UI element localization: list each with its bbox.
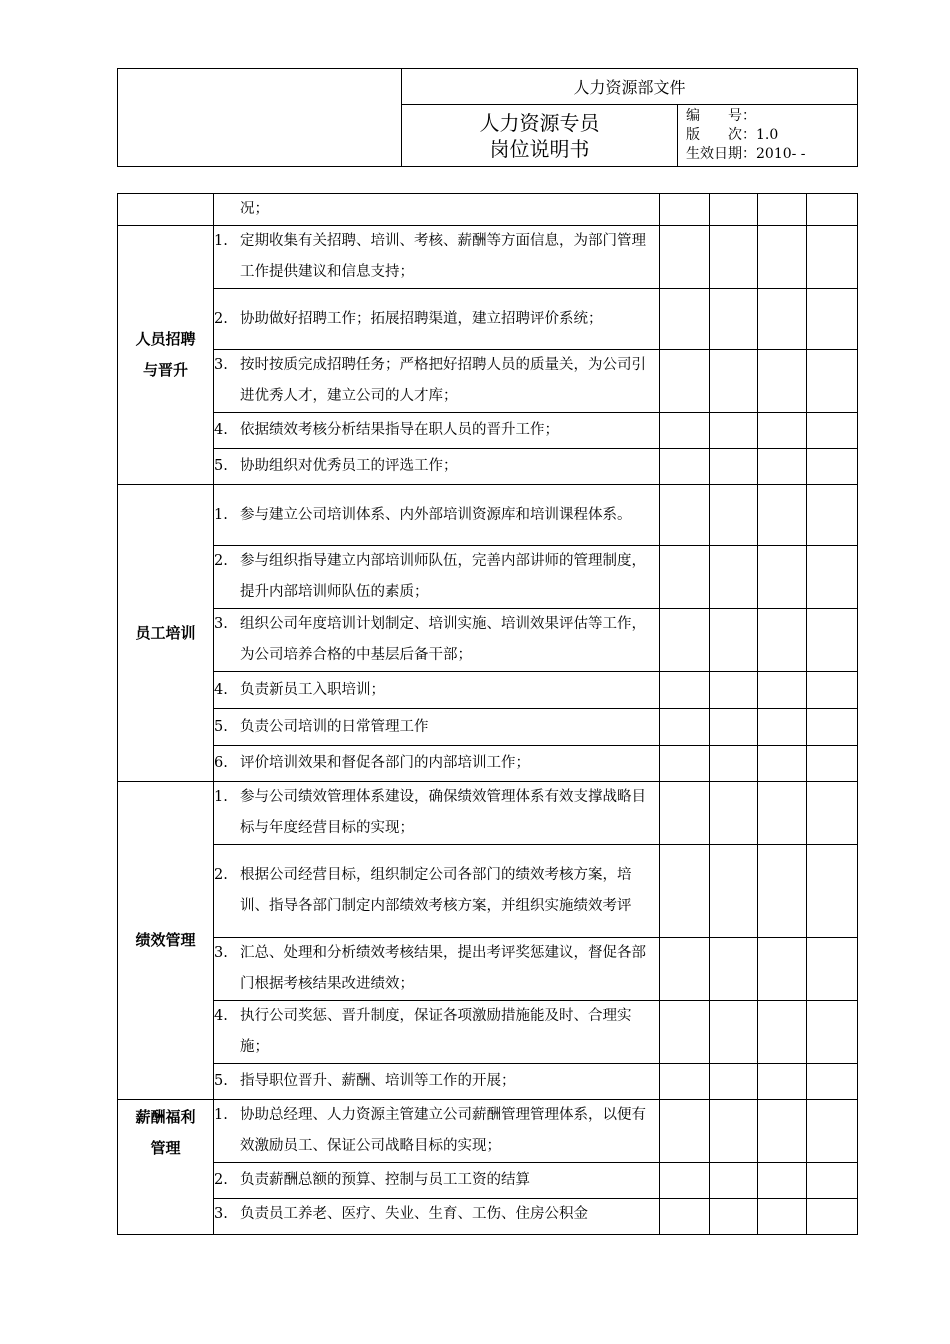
duty-item: 4. 执行公司奖惩、晋升制度，保证各项激励措施能及时、合理实施； — [214, 1001, 660, 1064]
duty-item: 1. 定期收集有关招聘、培训、考核、薪酬等方面信息，为部门管理工作提供建议和信息支持； — [214, 226, 660, 289]
table-row — [118, 1001, 858, 1064]
table-row — [118, 350, 858, 413]
table-row — [118, 1163, 858, 1199]
category-training: 员工培训 — [118, 485, 214, 782]
duty-item: 6. 评价培训效果和督促各部门的内部培训工作； — [214, 746, 660, 782]
document-meta — [678, 105, 858, 167]
document-title — [402, 105, 678, 167]
document-header — [117, 68, 858, 167]
duty-item: 3. 汇总、处理和分析绩效考核结果，提出考评奖惩建议，督促各部门根据考核结果改进绩效； — [214, 938, 660, 1001]
table-row — [118, 845, 858, 938]
duty-item: 5. 负责公司培训的日常管理工作 — [214, 709, 660, 746]
table-row — [118, 1100, 858, 1163]
table-row — [118, 746, 858, 782]
carryover-text: 况； — [240, 201, 269, 217]
title-line-1: 人力资源专员 — [479, 110, 600, 135]
duty-item: 2. 参与组织指导建立内部培训师队伍，完善内部讲师的管理制度，提升内部培训师队伍的素质； — [214, 546, 660, 609]
duty-item: 3. 按时按质完成招聘任务；严格把好招聘人员的质量关，为公司引进优秀人才，建立公司的人才库； — [214, 350, 660, 413]
duty-item: 3. 负责员工养老、医疗、失业、生育、工伤、住房公积金 — [214, 1199, 660, 1235]
meta-number: 编 号： — [686, 108, 756, 124]
duties-table — [117, 193, 858, 1235]
table-row — [118, 782, 858, 845]
table-row — [118, 226, 858, 289]
table-row — [118, 938, 858, 1001]
logo-area — [118, 69, 402, 167]
duty-item: 2. 根据公司经营目标，组织制定公司各部门的绩效考核方案，培训、指导各部门制定内部绩效考核方案，并组织实施绩效考评 — [214, 845, 660, 938]
table-row — [118, 1064, 858, 1100]
department-document-label: 人力资源部文件 — [402, 69, 858, 105]
duty-item: 4. 依据绩效考核分析结果指导在职人员的晋升工作； — [214, 413, 660, 449]
duty-item: 1. 协助总经理、人力资源主管建立公司薪酬管理管理体系，以便有效激励员工、保证公司战略目标的实现； — [214, 1100, 660, 1163]
table-row — [118, 609, 858, 672]
table-row — [118, 672, 858, 709]
table-row — [118, 449, 858, 485]
table-row — [118, 413, 858, 449]
title-line-2: 岗位说明书 — [489, 136, 590, 161]
duty-item: 2. 负责薪酬总额的预算、控制与员工工资的结算 — [214, 1163, 660, 1199]
table-row — [118, 1199, 858, 1235]
table-row — [118, 485, 858, 546]
category-performance: 绩效管理 — [118, 782, 214, 1100]
duty-item: 2. 协助做好招聘工作；拓展招聘渠道，建立招聘评价系统； — [214, 289, 660, 350]
meta-effective-date: 生效日期：2010- - — [686, 146, 806, 162]
duty-item: 1. 参与公司绩效管理体系建设，确保绩效管理体系有效支撑战略目标与年度经营目标的实现； — [214, 782, 660, 845]
table-row — [118, 194, 858, 226]
category-compensation: 薪酬福利 管理 — [118, 1100, 214, 1235]
duty-item: 5. 指导职位晋升、薪酬、培训等工作的开展； — [214, 1064, 660, 1100]
meta-version: 版 次：1.0 — [686, 127, 779, 143]
duty-item: 1. 参与建立公司培训体系、内外部培训资源库和培训课程体系。 — [214, 485, 660, 546]
duty-item: 4. 负责新员工入职培训； — [214, 672, 660, 709]
duty-item: 5. 协助组织对优秀员工的评选工作； — [214, 449, 660, 485]
table-row — [118, 709, 858, 746]
category-recruitment: 人员招聘 与晋升 — [118, 226, 214, 485]
table-row — [118, 289, 858, 350]
table-row — [118, 546, 858, 609]
duty-item: 3. 组织公司年度培训计划制定、培训实施、培训效果评估等工作，为公司培养合格的中基层后备干部； — [214, 609, 660, 672]
